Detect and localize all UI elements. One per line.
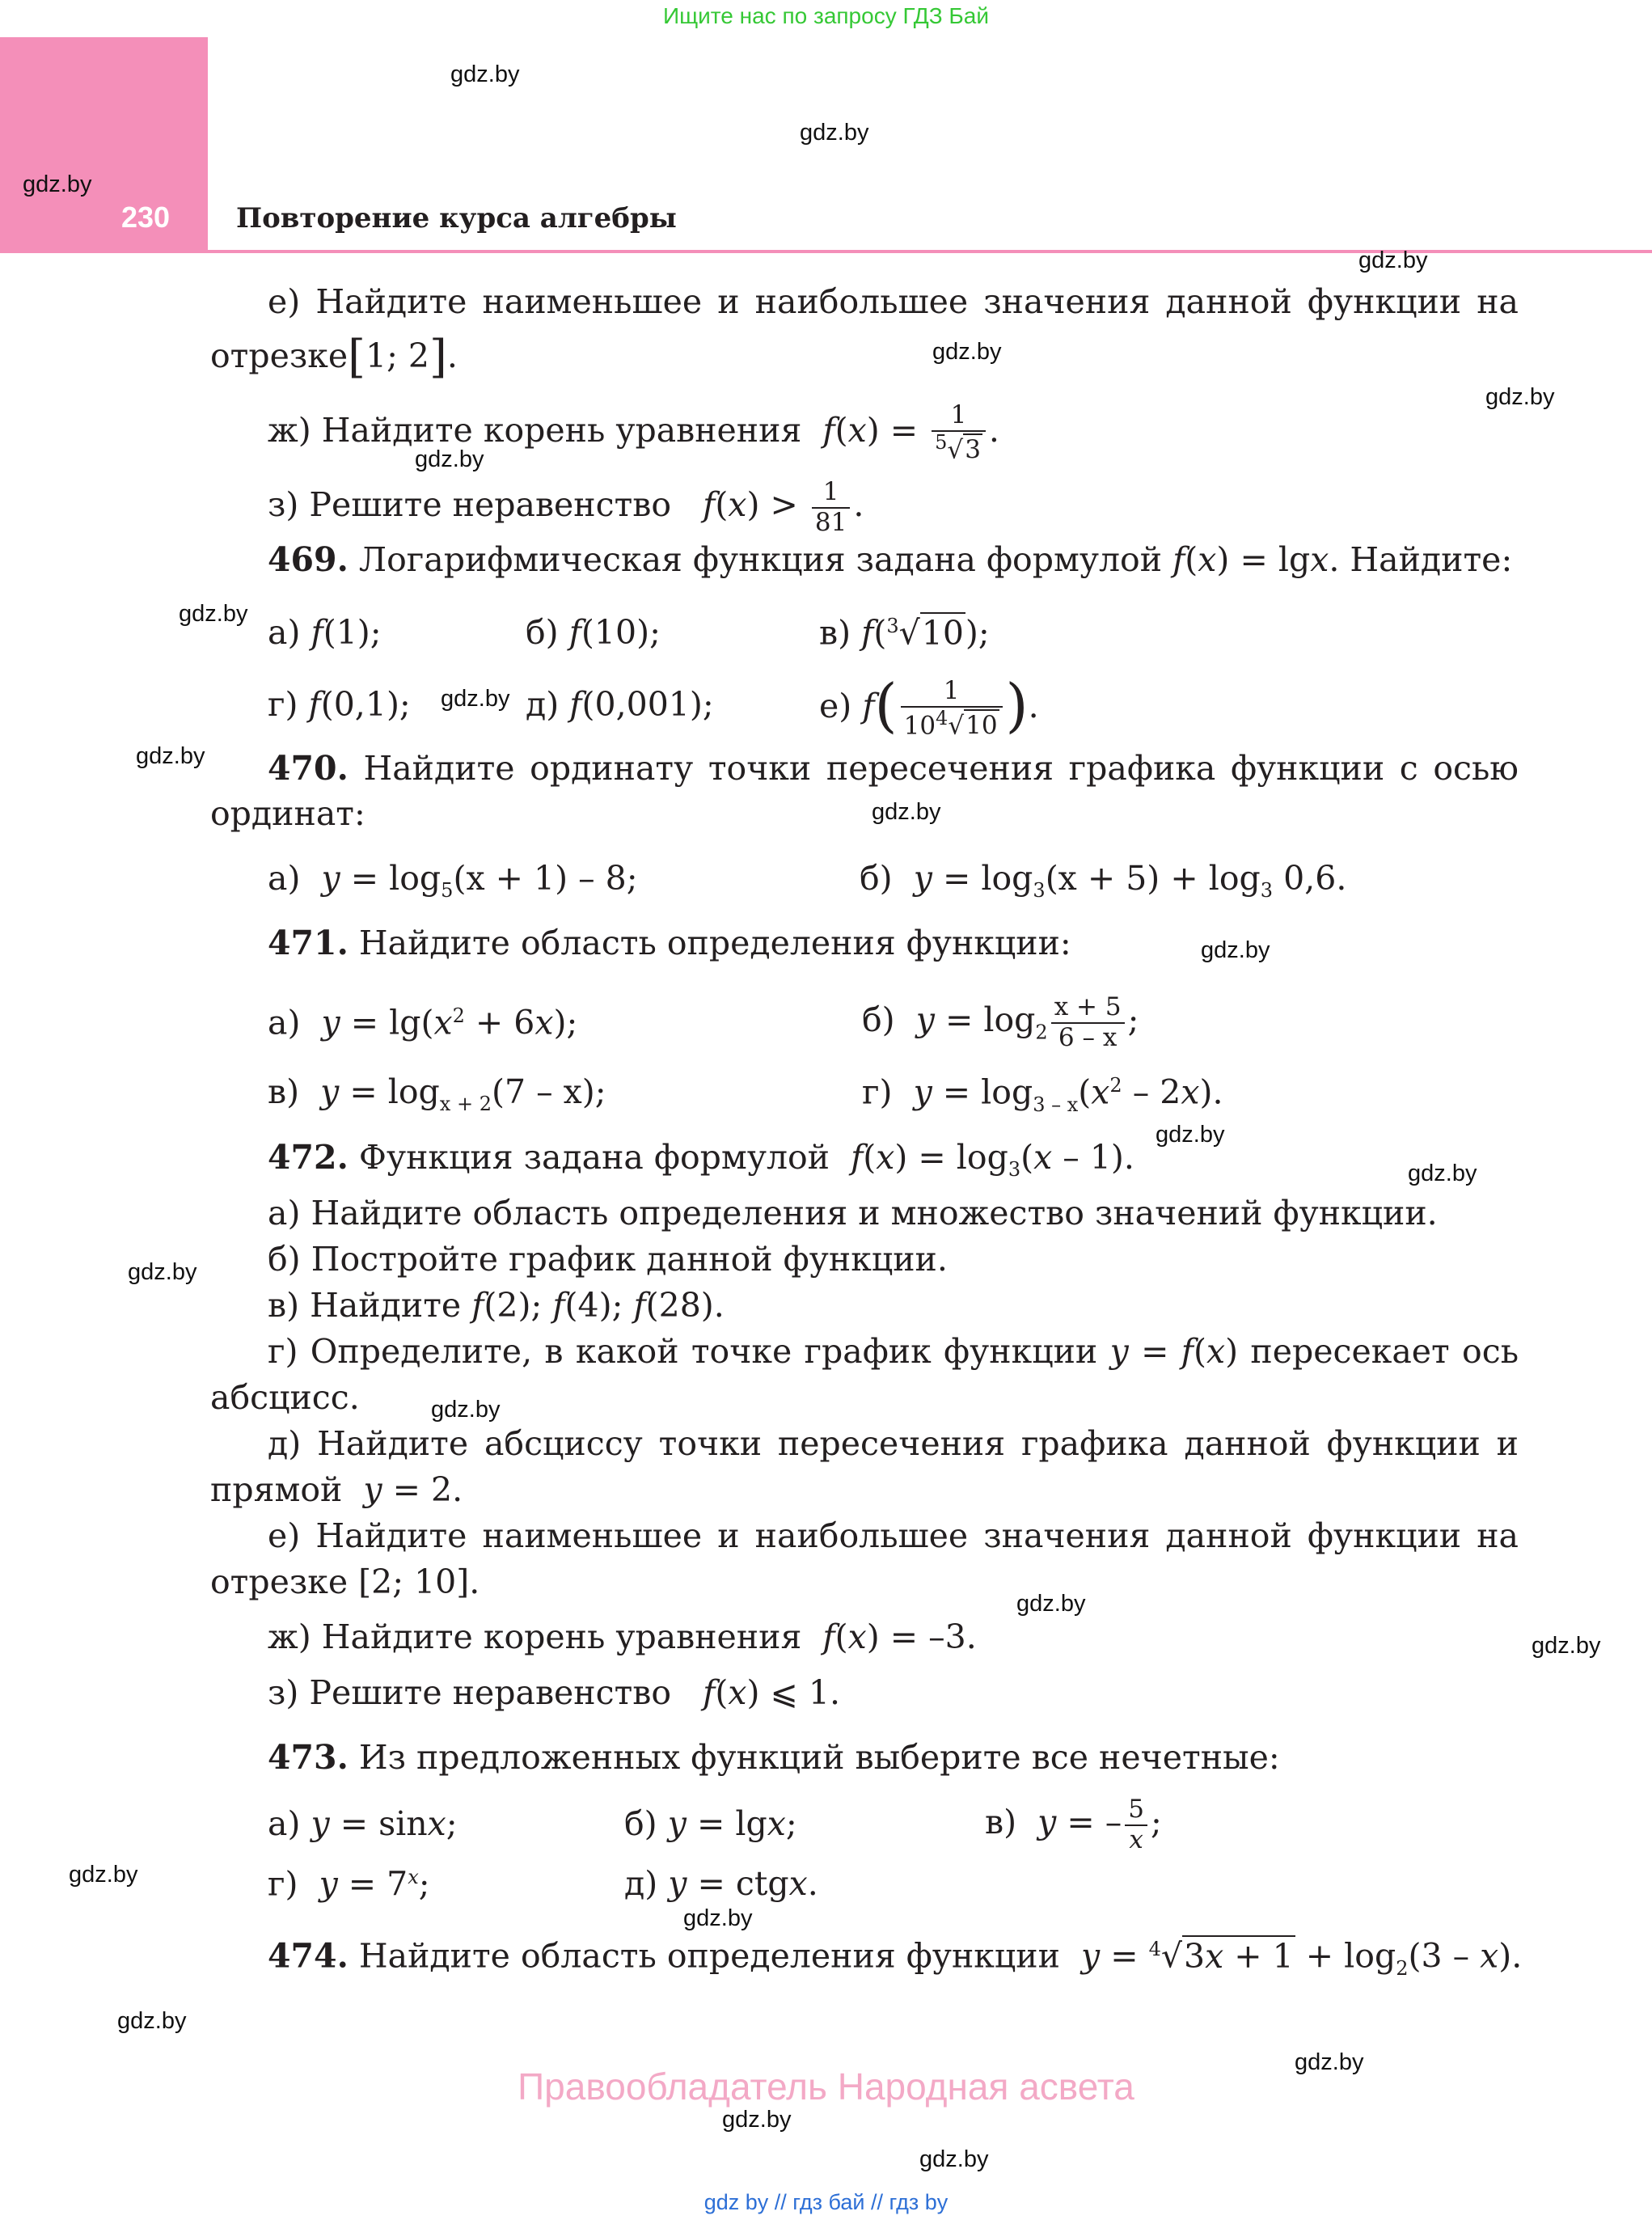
ex468-e-line2: отрезке[1; 2]. xyxy=(210,331,458,383)
watermark: gdz.by xyxy=(919,2146,989,2172)
ex470-a: а) $y = \log_5(x + 1) - 8$; xyxy=(268,859,638,903)
ex474-statement: 474. Найдите область определения функции $y = ^4√3x + 1 + \log_2(3 - x)$. xyxy=(268,1936,1523,1980)
watermark: gdz.by xyxy=(932,339,1002,365)
ex469-a: а) f(1); xyxy=(268,613,382,652)
ex470-line1: 470. Найдите ординату точки пересечения графика функции с осью xyxy=(268,749,1519,788)
watermark: gdz.by xyxy=(800,120,869,146)
ex468-z: з) Решите неравенство f(x) > $\frac{1}{81}$ . xyxy=(268,477,864,537)
ex473-statement: 473. Из предложенных функций выберите все нечетные: xyxy=(268,1738,1280,1777)
watermark: gdz.by xyxy=(1201,937,1270,963)
ex471-v: в) $y = \log_{x + 2}(7 - x)$; xyxy=(268,1072,606,1116)
watermark: gdz.by xyxy=(683,1905,753,1931)
header-rule xyxy=(208,250,1652,253)
ex472-v: в) Найдите f(2); f(4); f(28). xyxy=(268,1286,725,1325)
ex471-a: а) $y = \lg(x^2 + 6x)$; xyxy=(268,1003,578,1042)
page-number: 230 xyxy=(121,201,171,234)
ex469-v: в) f($^3$√10); xyxy=(819,613,990,653)
ex473-d: д) y = ctgx. xyxy=(624,1864,818,1903)
watermark: gdz.by xyxy=(117,2008,187,2034)
ex472-d-line1: д) Найдите абсциссу точки пересечения графика данной функции и xyxy=(268,1424,1519,1463)
running-head: Повторение курса алгебры xyxy=(236,202,677,235)
watermark: gdz.by xyxy=(1358,247,1428,273)
ex469-d: д) f(0,001); xyxy=(526,685,714,724)
watermark: gdz.by xyxy=(872,799,941,825)
ex473-v: в) y = – $\frac{5}{x}$ ; xyxy=(985,1795,1162,1854)
watermark: gdz.by xyxy=(1016,1591,1086,1617)
watermark: gdz.by xyxy=(722,2107,792,2133)
watermark: gdz.by xyxy=(1156,1122,1225,1148)
watermark: gdz.by xyxy=(415,446,484,472)
ex472-statement: 472. Функция задана формулой $f(x) = \log_3(x - 1)$. xyxy=(268,1138,1134,1182)
ex471-statement: 471. Найдите область определения функции: xyxy=(268,924,1071,962)
ex473-g: г) $y = 7^x$; xyxy=(268,1864,430,1904)
ex473-a: а) y = sinx; xyxy=(268,1804,458,1843)
footer-links[interactable]: gdz by // гдз бай // гдз by xyxy=(703,2190,949,2214)
ex469-statement: 469. Логарифмическая функция задана формулой f(x) = lgx. Найдите: xyxy=(268,540,1513,579)
watermark: gdz.by xyxy=(431,1397,501,1423)
ex470-b: б) $y = \log_3(x + 5) + \log_3 0,6$. xyxy=(860,859,1347,903)
ex469-b: б) f(10); xyxy=(526,613,661,652)
watermark: gdz.by xyxy=(441,686,510,712)
ex471-g: г) $y = \log_{3 - x}(x^2 - 2x)$. xyxy=(862,1072,1223,1116)
watermark: gdz.by xyxy=(1295,2049,1364,2075)
ex468-e-line1: е) Найдите наименьшее и наибольшее значения данной функции на xyxy=(268,282,1519,321)
ex473-b: б) y = lgx; xyxy=(624,1804,797,1843)
watermark: gdz.by xyxy=(69,1862,138,1888)
ex472-d-line2: прямой y = 2. xyxy=(210,1470,463,1509)
top-banner: Ищите нас по запросу ГДЗ Бай xyxy=(662,3,990,28)
ex472-e-line2: отрезке [2; 10]. xyxy=(210,1562,480,1601)
ex472-e-line1: е) Найдите наименьшее и наибольшее значения данной функции на xyxy=(268,1516,1519,1555)
ex472-a: а) Найдите область определения и множество значений функции. xyxy=(268,1194,1438,1233)
watermark: gdz.by xyxy=(1408,1161,1477,1186)
ex469-g: г) f(0,1); xyxy=(268,685,411,724)
ex472-z: з) Решите неравенство f(x) ⩽ 1. xyxy=(268,1673,840,1712)
watermark: gdz.by xyxy=(128,1259,197,1285)
ex471-b: б) $y = \log_2$ $\frac{x + 5}{6 - x}$ ; xyxy=(862,992,1139,1052)
ex472-zh: ж) Найдите корень уравнения f(x) = –3. xyxy=(268,1617,977,1656)
watermark: gdz.by xyxy=(136,743,205,769)
watermark: gdz.by xyxy=(23,171,92,197)
ex468-zh: ж) Найдите корень уравнения f(x) = $\frac{1}{^5√3}$ . xyxy=(268,400,999,464)
ex470-line2: ординат: xyxy=(210,794,365,833)
ex472-b: б) Постройте график данной функции. xyxy=(268,1240,948,1279)
watermark: gdz.by xyxy=(1485,384,1555,410)
watermark: gdz.by xyxy=(179,601,248,627)
ex472-g-line1: г) Определите, в какой точке график функции y = f(x) пересекает ось xyxy=(268,1332,1519,1371)
ex469-e: е) f( $\frac{1}{10^4√10}$ ). xyxy=(819,671,1039,741)
copyright-notice: Правообладатель Народная асвета xyxy=(518,2065,1134,2108)
watermark: gdz.by xyxy=(1532,1633,1601,1659)
page-corner-tab xyxy=(0,37,208,253)
watermark: gdz.by xyxy=(450,61,520,87)
ex472-g-line2: абсцисс. xyxy=(210,1378,360,1417)
